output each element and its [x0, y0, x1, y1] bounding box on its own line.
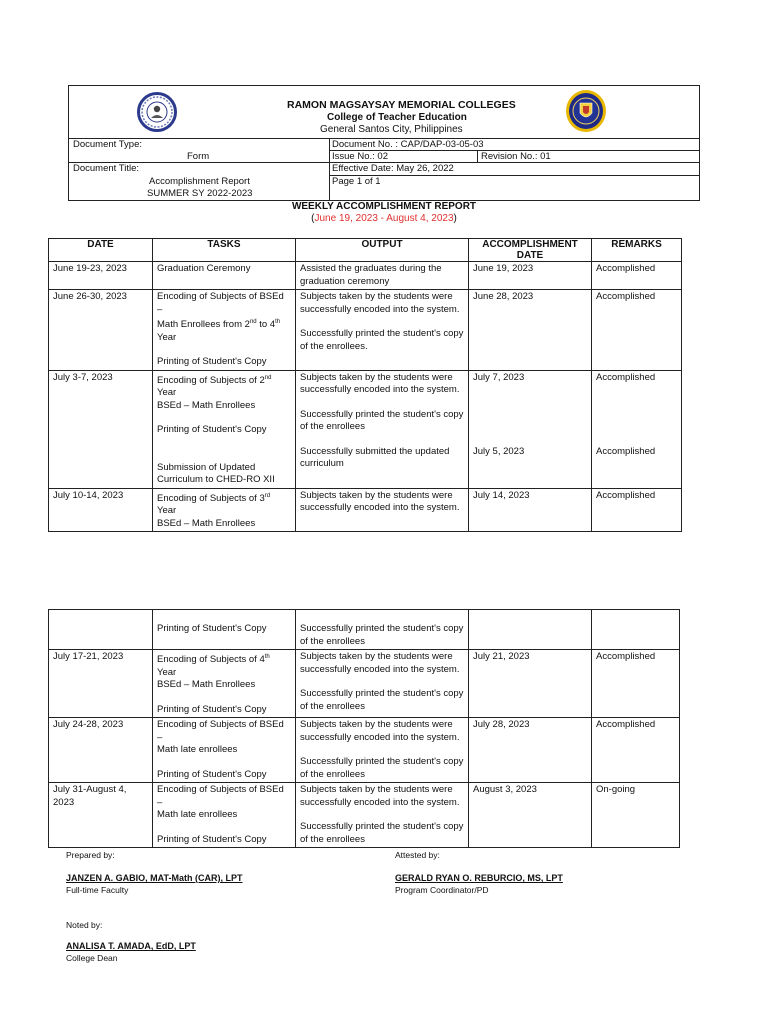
doc-title-label: Document Title: [73, 163, 139, 174]
output-cell [296, 290, 469, 371]
accomplishment-date: July 7, 2023 [473, 371, 525, 383]
task-line: Encoding of Subjects of BSEd – [157, 784, 284, 808]
accomplishment-date-cell: July 28, 2023 [469, 718, 592, 783]
task-line: Printing of Student's Copy [157, 768, 267, 780]
table-row [49, 783, 680, 848]
task-line: Math late enrollees [157, 744, 238, 756]
table-row [49, 290, 682, 371]
effective-date: Effective Date: May 26, 2022 [332, 163, 454, 174]
college-location: General Santos City, Philippines [320, 124, 463, 135]
spacer [300, 316, 464, 328]
task-cell [153, 718, 296, 783]
task-cell [153, 370, 296, 488]
revision-number: Revision No.: 01 [481, 151, 551, 162]
task-sup: nd [249, 319, 257, 325]
output-line: successfully encoded into the system. [300, 303, 460, 315]
task-line: Printing of Student's Copy [157, 623, 267, 634]
document-header [68, 85, 700, 201]
output-line: Successfully printed the student's copy [300, 623, 464, 634]
task-line [157, 651, 291, 679]
table-row [49, 610, 680, 650]
spacer [300, 809, 464, 821]
college-name: College of Teacher Education [327, 112, 467, 123]
spacer [473, 384, 587, 446]
accomplishment-table-page1 [48, 238, 682, 532]
date-cell: July 24-28, 2023 [49, 718, 153, 783]
table-row [49, 718, 680, 783]
noted-by-name: ANALISA T. AMADA, EdD, LPT [66, 941, 196, 951]
accomplishment-date-cell [469, 610, 592, 650]
task-line [157, 372, 291, 400]
remarks-cell: Accomplished [592, 718, 680, 783]
remarks-cell [592, 370, 682, 488]
task-line: Year [157, 331, 177, 343]
accomplishment-date-cell [469, 370, 592, 488]
task-line: Encoding of Subjects of BSEd – [157, 719, 284, 743]
spacer [157, 692, 291, 704]
output-line: Successfully printed the student's copy [300, 688, 464, 699]
remarks-cell: Accomplished [592, 650, 680, 718]
task-line: BSEd – Math Enrollees [157, 399, 256, 411]
spacer [157, 822, 291, 834]
range-open: ( [311, 213, 315, 224]
task-cell [153, 783, 296, 848]
date-cell: June 19-23, 2023 [49, 262, 153, 290]
output-cell [296, 370, 469, 488]
spacer [157, 437, 291, 462]
output-line: of the enrollees [300, 700, 365, 712]
task-line: Submission of Updated [157, 461, 256, 473]
remarks-value: Accomplished [596, 446, 656, 458]
table-row [49, 262, 682, 290]
output-line: successfully encoded into the system. [300, 502, 460, 514]
attested-by-label: Attested by: [395, 850, 440, 860]
spacer [157, 611, 291, 623]
output-line: Subjects taken by the students were [300, 784, 453, 796]
output-line: of the enrollees. [300, 340, 368, 352]
task-line: BSEd – Math Enrollees [157, 517, 256, 529]
output-line: Subjects taken by the students were [300, 651, 453, 662]
spacer [300, 744, 464, 756]
doc-type-label: Document Type: [73, 139, 143, 150]
task-line [157, 490, 291, 518]
output-cell [296, 718, 469, 783]
table-row [49, 488, 682, 532]
attested-by-role: Program Coordinator/PD [395, 885, 489, 895]
date-cell: July 10-14, 2023 [49, 488, 153, 532]
report-title: WEEKLY ACCOMPLISHMENT REPORT [291, 201, 477, 212]
accomplishment-date-cell: August 3, 2023 [469, 783, 592, 848]
accomplishment-date-cell: July 21, 2023 [469, 650, 592, 718]
output-line: Successfully printed the student's copy [300, 328, 464, 339]
date-cell [49, 610, 153, 650]
task-sup: nd [264, 374, 272, 381]
output-cell [296, 610, 469, 650]
remarks-cell: On-going [592, 783, 680, 848]
doc-title-line1: Accomplishment Report [149, 176, 250, 187]
date-cell: July 3-7, 2023 [49, 370, 153, 488]
task-text: to 4 [256, 319, 276, 331]
header-remarks: REMARKS [592, 239, 682, 262]
output-line: curriculum [300, 458, 344, 470]
output-line: Subjects taken by the students were [300, 291, 453, 302]
prepared-by-label: Prepared by: [66, 850, 115, 860]
output-line: Successfully printed the student's copy [300, 756, 464, 768]
output-line: Successfully submitted the updated [300, 445, 450, 457]
document-number: Document No. : CAP/DAP-03-05-03 [332, 139, 484, 150]
output-line: successfully encoded into the system. [300, 731, 460, 743]
output-cell [296, 262, 469, 290]
task-text: Encoding of Subjects of 3 [157, 492, 265, 504]
task-line: BSEd – Math Enrollees [157, 679, 256, 691]
output-line: Subjects taken by the students were [300, 371, 453, 383]
task-text: Year [157, 666, 177, 678]
task-cell [153, 488, 296, 532]
header-accomplishment-date: ACCOMPLISHMENT DATE [469, 239, 592, 262]
table-row [49, 370, 682, 488]
output-line: of the enrollees [300, 421, 365, 433]
task-cell: Graduation Ceremony [153, 262, 296, 290]
task-text: Year [157, 387, 177, 399]
prepared-by-name: JANZEN A. GABIO, MAT-Math (CAR), LPT [66, 873, 243, 883]
output-cell [296, 650, 469, 718]
output-line: successfully encoded into the system. [300, 796, 460, 808]
task-line: Encoding of Subjects of BSEd – [157, 291, 284, 315]
range-close: ) [453, 213, 457, 224]
spacer [157, 344, 291, 356]
remarks-cell: Accomplished [592, 290, 682, 371]
output-line: successfully encoded into the system. [300, 384, 460, 396]
task-line: Curriculum to CHED-RO XII [157, 474, 275, 486]
header-date: DATE [49, 239, 153, 262]
date-cell: June 26-30, 2023 [49, 290, 153, 371]
remarks-cell: Accomplished [592, 488, 682, 532]
task-text: Year [157, 505, 177, 517]
output-cell [296, 783, 469, 848]
spacer [300, 434, 464, 446]
output-line: graduation ceremony [300, 275, 390, 287]
college-seal-icon [137, 92, 177, 132]
task-line: Printing of Student's Copy [157, 424, 267, 436]
prepared-by-role: Full-time Faculty [66, 885, 129, 895]
remarks-cell: Accomplished [592, 262, 682, 290]
task-sup: th [264, 654, 270, 660]
task-line: Printing of Student's Copy [157, 703, 267, 715]
task-sup: rd [264, 492, 271, 499]
issue-number: Issue No.: 02 [332, 151, 388, 162]
doc-title-line2: SUMMER SY 2022-2023 [147, 188, 253, 199]
header-tasks: TASKS [153, 239, 296, 262]
output-line: Subjects taken by the students were [300, 489, 453, 501]
output-line: of the enrollees [300, 833, 365, 845]
accomplishment-date: July 5, 2023 [473, 446, 525, 458]
accomplishment-date-cell: July 14, 2023 [469, 488, 592, 532]
remarks-value: Accomplished [596, 371, 656, 383]
output-cell [296, 488, 469, 532]
task-sup: th [275, 319, 281, 325]
task-line: Printing of Student's Copy [157, 833, 267, 845]
output-line: successfully encoded into the system. [300, 663, 460, 675]
output-line: Assisted the graduates during the [300, 263, 442, 274]
table-header-row [49, 239, 682, 262]
task-text: Encoding of Subjects of 2 [157, 374, 265, 386]
output-line: of the enrollees [300, 768, 365, 780]
page-number: Page 1 of 1 [332, 176, 381, 187]
task-line: Printing of Student's Copy [157, 356, 267, 368]
spacer [300, 397, 464, 409]
task-text: Encoding of Subjects of 4 [157, 654, 265, 666]
noted-by-label: Noted by: [66, 920, 103, 930]
spacer [157, 757, 291, 769]
task-text: Math Enrollees from 2 [157, 319, 250, 331]
output-line: of the enrollees [300, 635, 365, 647]
task-line: Math late enrollees [157, 809, 238, 821]
school-crest-icon [566, 90, 606, 132]
spacer [596, 384, 677, 446]
output-line: Successfully printed the student's copy [300, 408, 464, 420]
spacer [300, 676, 464, 688]
doc-type-value: Form [187, 151, 210, 162]
output-line: Subjects taken by the students were [300, 719, 453, 731]
spacer [300, 611, 464, 623]
report-date-range-line [0, 213, 768, 224]
spacer [157, 412, 291, 424]
task-line [157, 316, 291, 332]
task-cell [153, 610, 296, 650]
report-date-range: June 19, 2023 - August 4, 2023 [314, 213, 454, 224]
accomplishment-table-page2 [48, 609, 680, 848]
task-cell [153, 650, 296, 718]
output-line: Successfully printed the student's copy [300, 821, 464, 833]
date-cell: July 17-21, 2023 [49, 650, 153, 718]
attested-by-name: GERALD RYAN O. REBURCIO, MS, LPT [395, 873, 563, 883]
header-output: OUTPUT [296, 239, 469, 262]
noted-by-role: College Dean [66, 953, 118, 963]
accomplishment-date-cell: June 19, 2023 [469, 262, 592, 290]
institution-name: RAMON MAGSAYSAY MEMORIAL COLLEGES [287, 99, 516, 111]
table-row [49, 650, 680, 718]
accomplishment-date-cell: June 28, 2023 [469, 290, 592, 371]
task-cell [153, 290, 296, 371]
remarks-cell [592, 610, 680, 650]
date-cell: July 31-August 4, 2023 [49, 783, 153, 848]
